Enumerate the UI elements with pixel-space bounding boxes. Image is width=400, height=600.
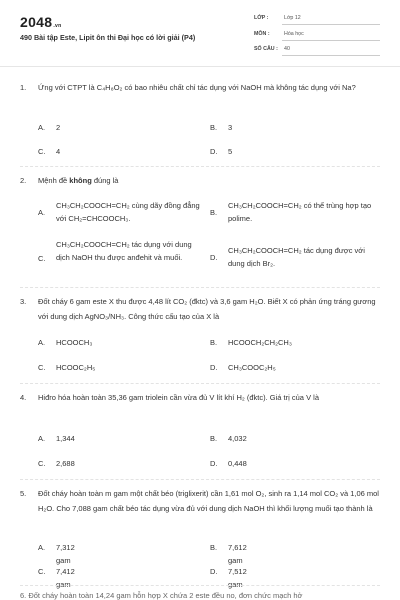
question-number: 4. [20,393,27,402]
option-label: A. [38,123,46,132]
question-text: Đốt cháy hoàn toàn m gam một chất béo (triglixerit) cần 1,61 mol O₂, sinh ra 1,14 mol CO₂ và 1,06 mol H₂O. Cho 7,088 gam chất béo tác dụng vừa đủ với dung dịch NaOH thì khối lượng muối tạo thành là [38,489,379,513]
option-label: C. [38,567,46,576]
question-number: 1. [20,83,27,92]
option-label: D. [210,567,218,576]
meta-class [254,15,380,23]
option-text: 2 [56,123,61,132]
option-d[interactable] [210,244,380,272]
question-text: Hiđro hóa hoàn toàn 35,36 gam triolein cần vừa đủ V lít khí H₂ (đktc). Giá trị của V là [38,393,319,402]
option-text: 7,412 gam [56,567,75,589]
option-text: 3 [228,123,233,132]
question-separator [20,585,380,586]
site-logo[interactable] [20,14,61,30]
question-text [38,173,382,188]
question-separator [20,383,380,384]
question-text: Đốt cháy 6 gam este X thu được 4,48 lít CO₂ (đktc) và 3,6 gam H₂O. Biết X có phản ứng tráng gương với dung dịch AgNO₃/NH₃. Công thức cấu tạo của X là [38,297,376,321]
option-text: HCOOCH₃ [56,338,93,347]
meta-underline [282,40,380,41]
meta-count-label: SỐ CÂU : [254,46,278,52]
option-text: CH₃CH₂COOCH=CH₂ có thể trùng hợp tạo polime. [228,201,372,223]
option-text: CH₃CH₂COOCH=CH₂ tác dụng được với dung dịch Br₂. [228,246,365,268]
page-header [0,0,400,66]
option-label: D. [210,253,218,262]
option-a[interactable] [38,199,208,227]
logo-suffix: .vn [53,23,62,29]
option-label: B. [210,338,218,347]
option-label: B. [210,208,218,217]
question-text-prefix: Mệnh đề [38,176,70,185]
option-label: D. [210,147,218,156]
meta-class-label: LỚP : [254,15,269,21]
option-b[interactable] [210,199,380,227]
question-3 [20,294,382,324]
question-6-partial: 6. Đốt cháy hoàn toàn 14,24 gam hỗn hợp X chứa 2 este đều no, đơn chức mạch hở [20,591,303,600]
option-label: B. [210,123,218,132]
question-5 [20,486,382,531]
meta-underline [282,55,380,56]
option-text: 7,312 gam [56,543,75,565]
question-number: 3. [20,297,27,306]
meta-count-value: 40 [284,46,290,52]
option-label: A. [38,434,46,443]
option-text: HCOOC₂H₅ [56,363,96,372]
option-label: A. [38,208,46,217]
option-c[interactable] [38,238,208,280]
option-label: C. [38,254,46,263]
question-number: 2. [20,176,27,185]
option-text: 1,344 [56,434,75,443]
question-text-suffix: đúng là [91,176,119,185]
option-text: CH₃CH₂COOCH=CH₂ cùng dãy đồng đẳng với CH₂=CHCOOCH₃. [56,201,200,223]
question-4 [20,390,382,420]
document-title: 490 Bài tập Este, Lipit ôn thi Đại học có lời giải (P4) [20,33,196,42]
header-divider [0,66,400,67]
option-text: 0,448 [228,459,247,468]
option-label: A. [38,543,46,552]
question-text-emphasis: không [69,176,92,185]
meta-subject-value: Hóa học [284,31,304,37]
option-text: CH₃COOC₂H₅ [228,363,276,372]
meta-subject-label: MÔN : [254,31,270,37]
meta-underline [282,24,380,25]
option-label: B. [210,543,218,552]
option-label: B. [210,434,218,443]
option-label: C. [38,363,46,372]
option-text: 2,688 [56,459,75,468]
logo-text: 2048 [20,14,53,30]
meta-class-value: Lớp 12 [284,15,301,21]
option-label: C. [38,459,46,468]
option-label: C. [38,147,46,156]
option-label: A. [38,338,46,347]
question-text: Ứng với CTPT là C₄H₈O₂ có bao nhiêu chất chỉ tác dụng với NaOH mà không tác dụng với Na? [38,83,356,92]
option-text: HCOOCH₂CH₂CH₃ [228,338,292,347]
question-number: 5. [20,489,27,498]
option-text: CH₃CH₂COOCH=CH₂ tác dụng với dung dịch NaOH thu được anđehit và muối. [56,240,192,262]
option-label: D. [210,459,218,468]
question-1 [20,80,382,110]
option-text: 4,032 [228,434,247,443]
meta-count [254,46,380,54]
meta-subject [254,31,380,39]
option-text: 5 [228,147,233,156]
option-text: 4 [56,147,61,156]
question-2 [20,173,382,188]
question-separator [20,166,380,167]
option-text: 7,512 gam [228,567,247,589]
option-text: 7,612 gam [228,543,247,565]
question-separator [20,479,380,480]
question-separator [20,287,380,288]
option-label: D. [210,363,218,372]
